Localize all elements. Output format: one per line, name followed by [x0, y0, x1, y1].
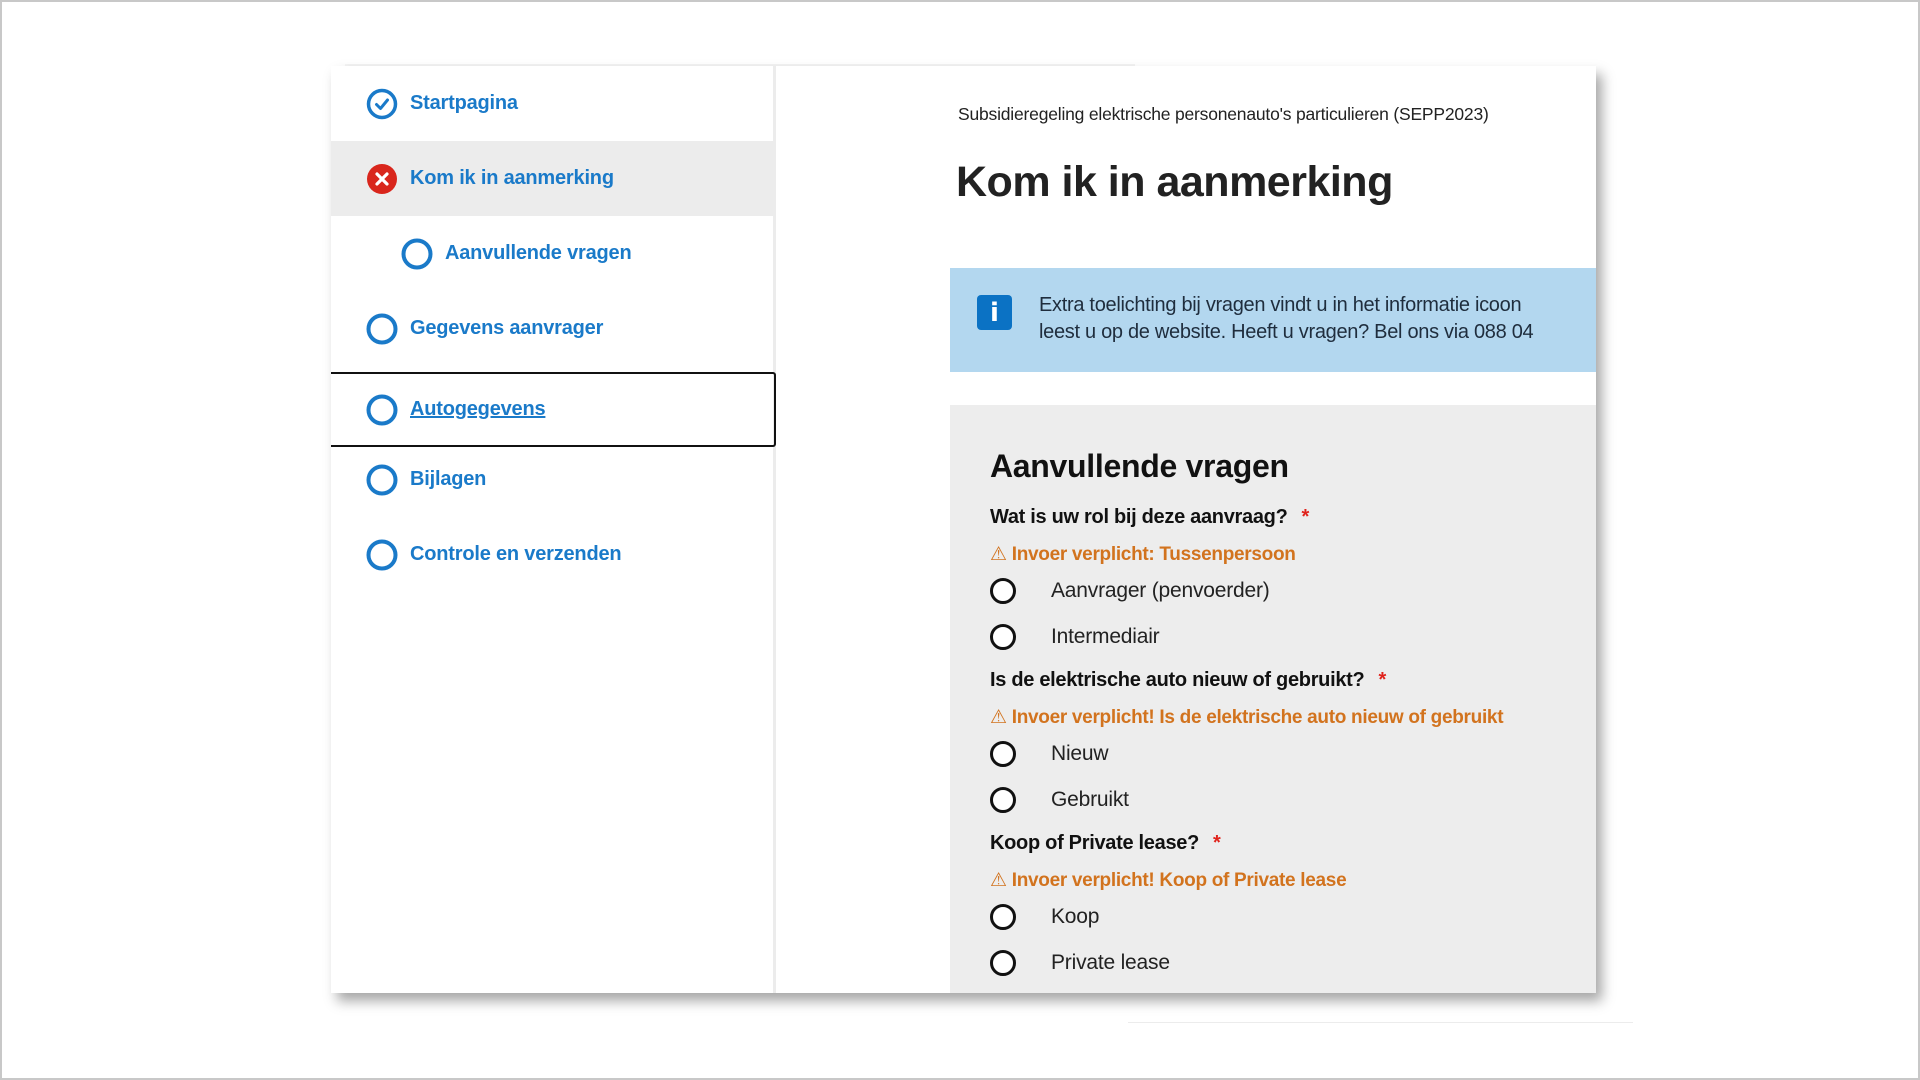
empty-circle-icon [366, 464, 398, 496]
question-text: Koop of Private lease? [990, 832, 1200, 854]
radio-option-gebruikt[interactable] [990, 787, 1129, 813]
info-text-line: Extra toelichting bij vragen vindt u in het informatie icoon [1039, 294, 1522, 316]
sidebar-item-kom-ik-in-aanmerking[interactable] [331, 141, 776, 216]
section-title: Aanvullende vragen [990, 448, 1289, 484]
question-text: Wat is uw rol bij deze aanvraag? [990, 506, 1288, 528]
radio-button[interactable] [990, 787, 1016, 813]
radio-option-aanvrager[interactable] [990, 578, 1270, 604]
question-text: Is de elektrische auto nieuw of gebruikt? [990, 669, 1365, 691]
required-marker: * [1378, 669, 1386, 691]
sidebar-item-label: Gegevens aanvrager [410, 317, 604, 339]
radio-option-koop[interactable] [990, 904, 1099, 930]
radio-button[interactable] [990, 904, 1016, 930]
validation-text: Invoer verplicht! Koop of Private lease [1011, 870, 1347, 891]
empty-circle-icon [401, 238, 433, 270]
radio-button[interactable] [990, 624, 1016, 650]
radio-option-intermediair[interactable] [990, 624, 1159, 650]
radio-label: Intermediair [1051, 625, 1160, 648]
divider-line [1128, 1022, 1633, 1023]
sidebar-item-gegevens-aanvrager[interactable] [331, 291, 776, 366]
check-circle-icon [366, 88, 398, 120]
radio-label: Aanvrager (penvoerder) [1051, 579, 1270, 602]
question-label-role [990, 506, 1309, 529]
radio-label: Gebruikt [1051, 788, 1129, 811]
radio-label: Nieuw [1051, 742, 1109, 765]
step-navigation [331, 66, 776, 993]
sidebar-item-startpagina[interactable] [331, 66, 776, 141]
main-content [776, 66, 1596, 993]
radio-option-nieuw[interactable] [990, 741, 1108, 767]
sidebar-item-bijlagen[interactable] [331, 442, 776, 517]
sidebar-item-controle-en-verzenden[interactable] [331, 517, 776, 592]
warning-icon: ⚠ [990, 707, 1007, 728]
validation-message [990, 706, 1503, 729]
radio-label: Private lease [1051, 951, 1170, 974]
sidebar-item-label: Kom ik in aanmerking [410, 167, 614, 189]
info-icon: i [977, 295, 1012, 330]
required-marker: * [1301, 506, 1309, 528]
empty-circle-icon [366, 539, 398, 571]
application-window [331, 66, 1596, 993]
regulation-subtitle: Subsidieregeling elektrische personenauto's particulieren (SEPP2023) [958, 104, 1489, 124]
sidebar-item-label: Autogegevens [410, 398, 546, 420]
radio-option-private-lease[interactable] [990, 950, 1170, 976]
error-x-circle-icon [366, 163, 398, 195]
info-text-line: leest u op de website. Heeft u vragen? Bel ons via 088 04 [1039, 321, 1534, 343]
empty-circle-icon [366, 313, 398, 345]
sidebar-item-autogegevens[interactable] [331, 372, 776, 447]
warning-icon: ⚠ [990, 544, 1007, 565]
info-banner [950, 268, 1596, 372]
radio-button[interactable] [990, 950, 1016, 976]
question-label-new-or-used [990, 669, 1386, 692]
sidebar-item-aanvullende-vragen[interactable] [331, 216, 776, 291]
sidebar-item-label: Controle en verzenden [410, 543, 622, 565]
validation-message [990, 869, 1346, 892]
validation-text: Invoer verplicht: Tussenpersoon [1011, 544, 1296, 565]
sidebar-item-label: Startpagina [410, 92, 518, 114]
radio-button[interactable] [990, 741, 1016, 767]
radio-button[interactable] [990, 578, 1016, 604]
sidebar-item-label: Aanvullende vragen [445, 242, 632, 264]
form-panel [950, 405, 1596, 993]
warning-icon: ⚠ [990, 870, 1007, 891]
validation-message [990, 543, 1296, 566]
sidebar-item-label: Bijlagen [410, 468, 487, 490]
question-label-buy-or-lease [990, 832, 1221, 855]
required-marker: * [1213, 832, 1221, 854]
radio-label: Koop [1051, 905, 1100, 928]
info-text [1039, 292, 1533, 346]
validation-text: Invoer verplicht! Is de elektrische auto nieuw of gebruikt [1011, 707, 1504, 728]
empty-circle-icon [366, 394, 398, 426]
page-title: Kom ik in aanmerking [956, 158, 1393, 206]
